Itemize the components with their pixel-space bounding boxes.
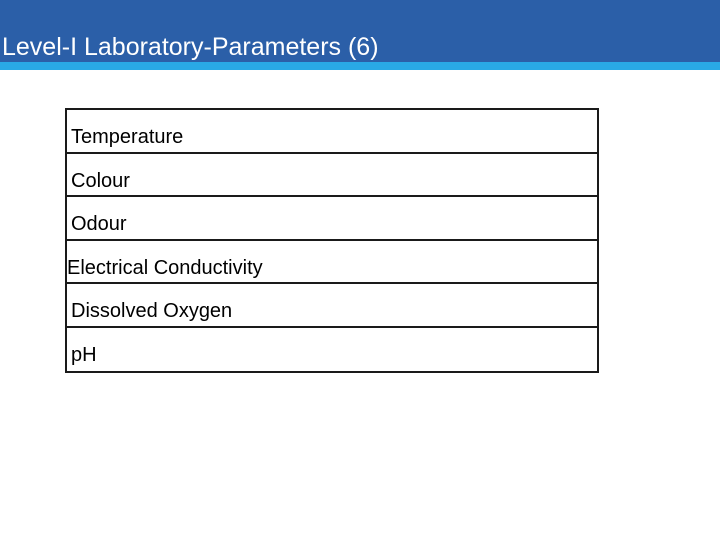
parameter-label: Temperature [71,126,184,148]
title-accent-stripe [0,62,720,70]
parameter-label: pH [71,343,97,366]
parameters-table [65,108,599,373]
parameter-label: Electrical Conductivity [67,256,263,279]
table-row [67,154,597,198]
parameter-label: Odour [71,213,127,235]
table-row [67,284,597,328]
table-row [67,328,597,372]
slide-title: Level-I Laboratory-Parameters (6) [2,33,379,61]
parameter-label: Colour [71,169,130,192]
parameter-label: Dissolved Oxygen [71,300,233,322]
table-row [67,197,597,241]
table-row [67,110,597,154]
table-row [67,241,597,285]
